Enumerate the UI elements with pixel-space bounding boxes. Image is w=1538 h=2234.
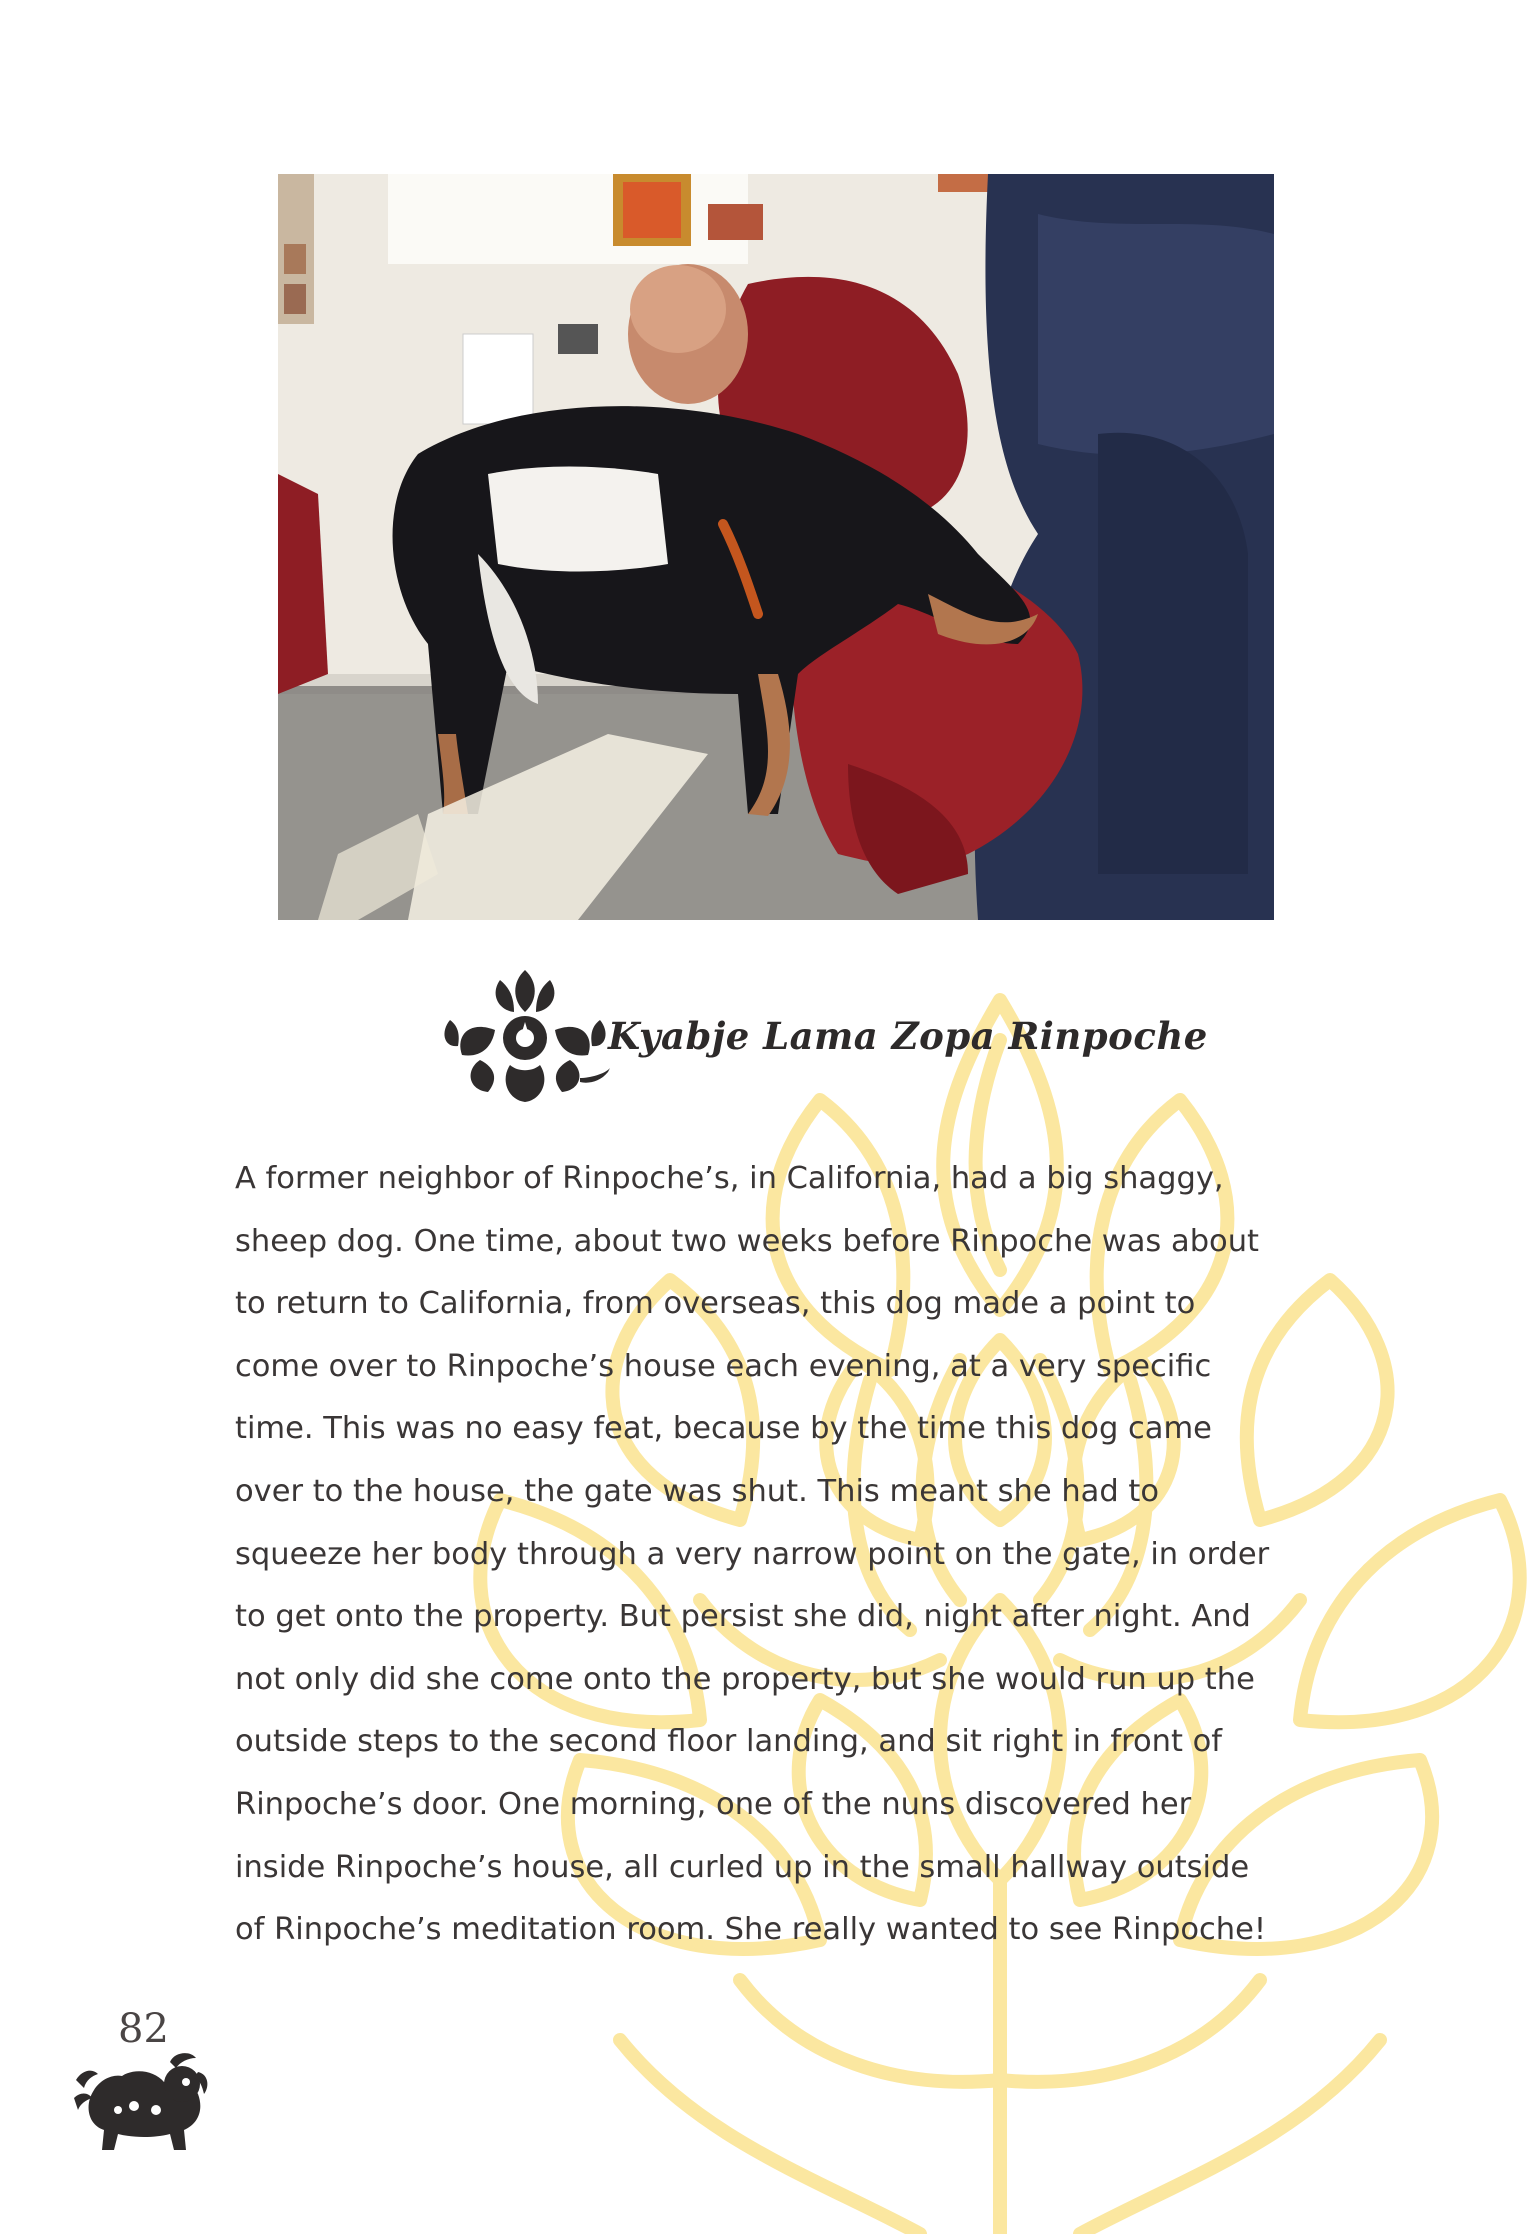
page-number: 82: [118, 2006, 169, 2052]
caption-text: Kyabje Lama Zopa Rinpoche: [608, 1014, 1208, 1058]
lotus-flower-icon: [440, 960, 610, 1110]
body-line: A former neighbor of Rinpoche’s, in California, had a big shaggy,: [235, 1161, 1224, 1196]
photo-caption: [440, 960, 1208, 1110]
body-line: to get onto the property. But persist she did, night after night. And: [235, 1599, 1251, 1635]
body-line: sheep dog. One time, about two weeks before Rinpoche was about: [235, 1223, 1259, 1259]
body-paragraph: [235, 1148, 1345, 1962]
body-line: not only did she come onto the property, but she would run up the: [235, 1661, 1255, 1697]
body-line: over to the house, the gate was shut. This meant she had to: [235, 1473, 1160, 1509]
body-line: Rinpoche’s door. One morning, one of the nuns discovered her: [235, 1786, 1192, 1822]
body-line: come over to Rinpoche’s house each evening, at a very specific: [235, 1348, 1212, 1384]
snow-lion-icon: [74, 2050, 210, 2162]
body-line: time. This was no easy feat, because by the time this dog came: [235, 1411, 1212, 1447]
body-line: of Rinpoche’s meditation room. She really wanted to see Rinpoche!: [235, 1912, 1267, 1948]
body-line: to return to California, from overseas, this dog made a point to: [235, 1286, 1196, 1322]
body-line: inside Rinpoche’s house, all curled up in the small hallway outside: [235, 1849, 1250, 1885]
photo: [278, 174, 1274, 920]
body-line: squeeze her body through a very narrow point on the gate, in order: [235, 1536, 1270, 1572]
body-line: outside steps to the second floor landing, and sit right in front of: [235, 1724, 1223, 1760]
